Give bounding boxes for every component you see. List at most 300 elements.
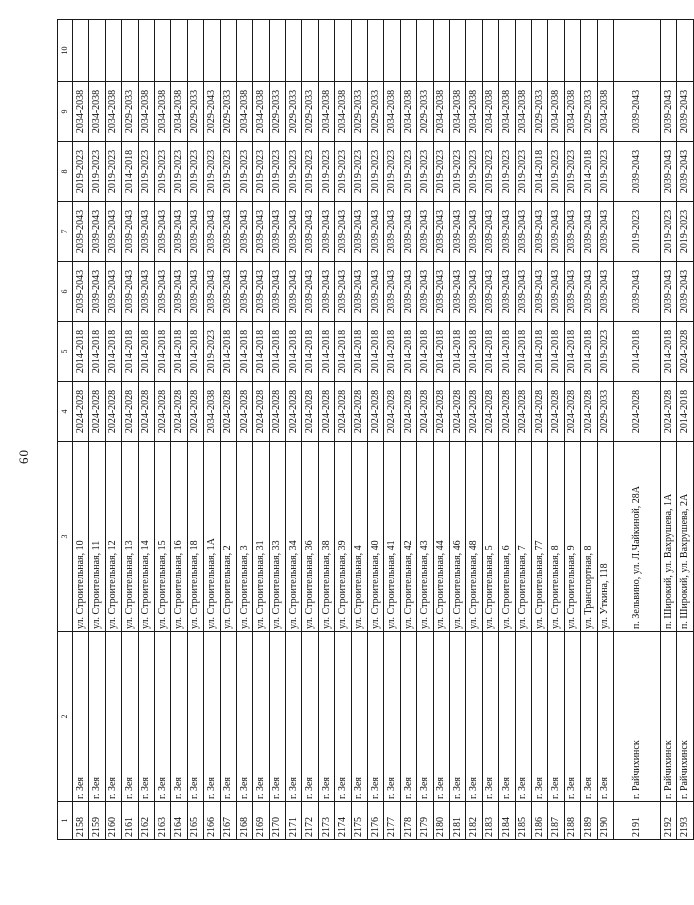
table-row (204, 20, 220, 840)
row-number: 2173 (318, 802, 334, 840)
rotated-table-wrapper (57, 20, 690, 840)
period-col-4: 2024-2028 (187, 382, 203, 442)
period-col-9: 2034-2038 (449, 82, 465, 142)
period-col-9: 2029-2033 (302, 82, 318, 142)
address: п. Широкий, ул. Вахрушева, 1А (660, 442, 676, 632)
period-col-8: 2014-2018 (531, 142, 547, 202)
table-row (581, 20, 597, 840)
period-col-7: 2039-2043 (515, 202, 531, 262)
period-col-6: 2039-2043 (433, 262, 449, 322)
empty-cell-col-10 (449, 20, 465, 82)
empty-cell-col-10 (368, 20, 384, 82)
period-col-8: 2039-2043 (660, 142, 676, 202)
period-col-4: 2024-2028 (89, 382, 105, 442)
table-row (351, 20, 367, 840)
period-col-6: 2039-2043 (531, 262, 547, 322)
period-col-7: 2039-2043 (204, 202, 220, 262)
period-col-5: 2014-2018 (220, 322, 236, 382)
empty-cell-col-10 (499, 20, 515, 82)
period-col-7: 2039-2043 (581, 202, 597, 262)
period-col-5: 2014-2018 (105, 322, 121, 382)
address: ул. Строительная, 43 (417, 442, 433, 632)
period-col-8: 2019-2023 (171, 142, 187, 202)
table-row (449, 20, 465, 840)
period-col-4: 2024-2028 (433, 382, 449, 442)
settlement-name: г. Райчихинск (660, 632, 676, 802)
empty-cell-col-10 (171, 20, 187, 82)
table-row (548, 20, 564, 840)
period-col-8: 2019-2023 (187, 142, 203, 202)
period-col-8: 2019-2023 (597, 142, 613, 202)
row-number: 2178 (400, 802, 416, 840)
period-col-8: 2019-2023 (138, 142, 154, 202)
table-row (433, 20, 449, 840)
empty-cell-col-10 (204, 20, 220, 82)
period-col-4: 2024-2028 (482, 382, 498, 442)
period-col-9: 2034-2038 (564, 82, 580, 142)
period-col-4: 2024-2028 (253, 382, 269, 442)
period-col-6: 2039-2043 (318, 262, 334, 322)
period-col-6: 2039-2043 (449, 262, 465, 322)
address: ул. Строительная, 16 (171, 442, 187, 632)
period-col-9: 2029-2043 (204, 82, 220, 142)
column-number-9: 9 (58, 82, 73, 142)
period-col-5: 2014-2018 (613, 322, 660, 382)
period-col-7: 2039-2043 (449, 202, 465, 262)
table-row (677, 20, 693, 840)
period-col-9: 2034-2038 (105, 82, 121, 142)
row-number: 2168 (236, 802, 252, 840)
period-col-5: 2014-2018 (138, 322, 154, 382)
table-row (105, 20, 121, 840)
address: ул. Строительная, 34 (286, 442, 302, 632)
period-col-4: 2024-2028 (515, 382, 531, 442)
period-col-7: 2039-2043 (548, 202, 564, 262)
empty-cell-col-10 (318, 20, 334, 82)
period-col-9: 2034-2038 (466, 82, 482, 142)
period-col-8: 2019-2023 (154, 142, 170, 202)
address: ул. Строительная, 40 (368, 442, 384, 632)
period-col-5: 2014-2018 (368, 322, 384, 382)
empty-cell-col-10 (187, 20, 203, 82)
empty-cell-col-10 (351, 20, 367, 82)
period-col-5: 2014-2018 (269, 322, 285, 382)
row-number: 2190 (597, 802, 613, 840)
settlement-name: г. Зея (417, 632, 433, 802)
settlement-name: г. Зея (73, 632, 89, 802)
period-col-9: 2034-2038 (318, 82, 334, 142)
period-col-8: 2019-2023 (368, 142, 384, 202)
row-number: 2186 (531, 802, 547, 840)
period-col-6: 2039-2043 (302, 262, 318, 322)
period-col-4: 2024-2028 (499, 382, 515, 442)
address: ул. Строительная, 13 (122, 442, 138, 632)
period-col-7: 2039-2043 (400, 202, 416, 262)
settlement-name: г. Зея (220, 632, 236, 802)
period-col-7: 2039-2043 (482, 202, 498, 262)
period-col-5: 2014-2018 (515, 322, 531, 382)
period-col-5: 2014-2018 (89, 322, 105, 382)
row-number: 2177 (384, 802, 400, 840)
period-col-4: 2014-2018 (677, 382, 693, 442)
table-row (220, 20, 236, 840)
table-row (482, 20, 498, 840)
settlement-name: г. Зея (122, 632, 138, 802)
period-col-6: 2039-2043 (564, 262, 580, 322)
period-col-9: 2039-2043 (660, 82, 676, 142)
period-col-9: 2039-2043 (613, 82, 660, 142)
period-col-8: 2019-2023 (335, 142, 351, 202)
period-col-4: 2024-2028 (73, 382, 89, 442)
table-row (597, 20, 613, 840)
period-col-5: 2014-2018 (466, 322, 482, 382)
period-col-8: 2019-2023 (236, 142, 252, 202)
table-row (171, 20, 187, 840)
period-col-6: 2039-2043 (581, 262, 597, 322)
empty-cell-col-10 (433, 20, 449, 82)
period-col-4: 2024-2028 (286, 382, 302, 442)
row-number: 2188 (564, 802, 580, 840)
period-col-7: 2039-2043 (105, 202, 121, 262)
period-col-4: 2024-2028 (171, 382, 187, 442)
period-col-8: 2019-2023 (482, 142, 498, 202)
table-row (89, 20, 105, 840)
period-col-6: 2039-2043 (660, 262, 676, 322)
period-col-6: 2039-2043 (548, 262, 564, 322)
period-col-5: 2014-2018 (449, 322, 465, 382)
period-col-5: 2019-2023 (204, 322, 220, 382)
period-col-6: 2039-2043 (286, 262, 302, 322)
period-col-8: 2019-2023 (400, 142, 416, 202)
row-number: 2166 (204, 802, 220, 840)
period-col-6: 2039-2043 (220, 262, 236, 322)
period-col-7: 2039-2043 (564, 202, 580, 262)
period-col-7: 2039-2043 (417, 202, 433, 262)
period-col-6: 2039-2043 (236, 262, 252, 322)
period-col-6: 2039-2043 (482, 262, 498, 322)
address: ул. Строительная, 7 (515, 442, 531, 632)
empty-cell-col-10 (73, 20, 89, 82)
table-row (515, 20, 531, 840)
period-col-5: 2014-2018 (171, 322, 187, 382)
settlement-name: г. Зея (89, 632, 105, 802)
period-col-8: 2019-2023 (433, 142, 449, 202)
period-col-8: 2019-2023 (269, 142, 285, 202)
address: ул. Строительная, 38 (318, 442, 334, 632)
period-col-4: 2024-2028 (400, 382, 416, 442)
row-number: 2164 (171, 802, 187, 840)
settlement-name: г. Зея (105, 632, 121, 802)
table-row (236, 20, 252, 840)
empty-cell-col-10 (122, 20, 138, 82)
period-col-9: 2029-2033 (351, 82, 367, 142)
table-row (269, 20, 285, 840)
table-row (302, 20, 318, 840)
row-number: 2179 (417, 802, 433, 840)
settlement-name: г. Зея (187, 632, 203, 802)
period-col-4: 2024-2028 (449, 382, 465, 442)
settlement-name: г. Зея (400, 632, 416, 802)
period-col-8: 2019-2023 (466, 142, 482, 202)
table-row (368, 20, 384, 840)
empty-cell-col-10 (660, 20, 676, 82)
period-col-9: 2034-2038 (89, 82, 105, 142)
period-col-7: 2039-2043 (236, 202, 252, 262)
address: ул. Строительная, 46 (449, 442, 465, 632)
period-col-4: 2024-2028 (318, 382, 334, 442)
settlement-name: г. Зея (351, 632, 367, 802)
period-col-4: 2024-2028 (220, 382, 236, 442)
period-col-7: 2039-2043 (122, 202, 138, 262)
period-col-9: 2029-2033 (368, 82, 384, 142)
row-number: 2159 (89, 802, 105, 840)
address: ул. Строительная, 8 (548, 442, 564, 632)
period-col-6: 2039-2043 (89, 262, 105, 322)
row-number: 2185 (515, 802, 531, 840)
empty-cell-col-10 (613, 20, 660, 82)
address: ул. Строительная, 48 (466, 442, 482, 632)
column-number-2: 2 (58, 632, 73, 802)
settlement-name: г. Зея (384, 632, 400, 802)
column-number-10: 10 (58, 20, 73, 82)
period-col-4: 2024-2028 (138, 382, 154, 442)
period-col-7: 2039-2043 (138, 202, 154, 262)
row-number: 2162 (138, 802, 154, 840)
period-col-6: 2039-2043 (384, 262, 400, 322)
settlement-name: г. Зея (564, 632, 580, 802)
period-col-5: 2014-2018 (73, 322, 89, 382)
period-col-6: 2039-2043 (171, 262, 187, 322)
period-col-8: 2019-2023 (318, 142, 334, 202)
row-number: 2191 (613, 802, 660, 840)
period-col-7: 2039-2043 (433, 202, 449, 262)
period-col-6: 2039-2043 (187, 262, 203, 322)
row-number: 2175 (351, 802, 367, 840)
settlement-name: г. Райчихинск (677, 632, 693, 802)
period-col-6: 2039-2043 (400, 262, 416, 322)
table-row (531, 20, 547, 840)
period-col-4: 2024-2028 (581, 382, 597, 442)
settlement-name: г. Зея (302, 632, 318, 802)
period-col-6: 2039-2043 (138, 262, 154, 322)
settlement-name: г. Зея (482, 632, 498, 802)
row-number: 2193 (677, 802, 693, 840)
period-col-6: 2039-2043 (351, 262, 367, 322)
period-col-6: 2039-2043 (515, 262, 531, 322)
period-col-6: 2039-2043 (335, 262, 351, 322)
empty-cell-col-10 (286, 20, 302, 82)
period-col-7: 2019-2023 (660, 202, 676, 262)
period-col-6: 2039-2043 (417, 262, 433, 322)
row-number: 2167 (220, 802, 236, 840)
column-number-header-row (58, 20, 73, 840)
settlement-name: г. Зея (269, 632, 285, 802)
address: ул. Строительная, 77 (531, 442, 547, 632)
empty-cell-col-10 (597, 20, 613, 82)
period-col-9: 2034-2038 (236, 82, 252, 142)
table-row (400, 20, 416, 840)
period-col-8: 2019-2023 (449, 142, 465, 202)
period-col-9: 2029-2033 (220, 82, 236, 142)
address: ул. Строительная, 18 (187, 442, 203, 632)
period-col-4: 2024-2028 (466, 382, 482, 442)
row-number: 2160 (105, 802, 121, 840)
period-col-5: 2014-2018 (499, 322, 515, 382)
table-row (154, 20, 170, 840)
address: п. Зельвино, ул. Л.Чайкиной, 28А (613, 442, 660, 632)
period-col-5: 2014-2018 (286, 322, 302, 382)
period-col-9: 2029-2033 (187, 82, 203, 142)
period-col-4: 2024-2028 (105, 382, 121, 442)
period-col-4: 2024-2028 (335, 382, 351, 442)
address: ул. Строительная, 9 (564, 442, 580, 632)
period-col-5: 2014-2018 (384, 322, 400, 382)
period-col-5: 2014-2018 (318, 322, 334, 382)
page-number: 60 (16, 449, 31, 464)
table-row (286, 20, 302, 840)
empty-cell-col-10 (466, 20, 482, 82)
period-col-5: 2024-2028 (677, 322, 693, 382)
period-col-5: 2014-2018 (548, 322, 564, 382)
table-row (138, 20, 154, 840)
period-col-7: 2039-2043 (73, 202, 89, 262)
address: ул. Строительная, 42 (400, 442, 416, 632)
period-col-4: 2024-2028 (548, 382, 564, 442)
row-number: 2187 (548, 802, 564, 840)
period-col-7: 2039-2043 (318, 202, 334, 262)
period-col-4: 2029-2033 (597, 382, 613, 442)
period-col-4: 2024-2028 (269, 382, 285, 442)
address: ул. Строительная, 33 (269, 442, 285, 632)
period-col-6: 2039-2043 (154, 262, 170, 322)
address: ул. Строительная, 1А (204, 442, 220, 632)
period-col-7: 2039-2043 (335, 202, 351, 262)
period-col-8: 2039-2043 (677, 142, 693, 202)
table-row (318, 20, 334, 840)
period-col-7: 2039-2043 (253, 202, 269, 262)
period-col-8: 2019-2023 (515, 142, 531, 202)
period-col-6: 2039-2043 (613, 262, 660, 322)
period-col-9: 2034-2038 (384, 82, 400, 142)
column-number-5: 5 (58, 322, 73, 382)
settlement-name: г. Зея (204, 632, 220, 802)
table-body (73, 20, 694, 840)
empty-cell-col-10 (154, 20, 170, 82)
period-col-5: 2014-2018 (660, 322, 676, 382)
address: ул. Строительная, 11 (89, 442, 105, 632)
empty-cell-col-10 (400, 20, 416, 82)
row-number: 2184 (499, 802, 515, 840)
table-row (613, 20, 660, 840)
period-col-6: 2039-2043 (466, 262, 482, 322)
period-col-4: 2024-2028 (302, 382, 318, 442)
period-col-9: 2034-2038 (482, 82, 498, 142)
address: ул. Строительная, 3 (236, 442, 252, 632)
row-number: 2163 (154, 802, 170, 840)
period-col-7: 2039-2043 (187, 202, 203, 262)
empty-cell-col-10 (581, 20, 597, 82)
settlement-name: г. Зея (286, 632, 302, 802)
address: п. Широкий, ул. Вахрушева, 2А (677, 442, 693, 632)
period-col-7: 2039-2043 (286, 202, 302, 262)
period-col-7: 2039-2043 (531, 202, 547, 262)
empty-cell-col-10 (482, 20, 498, 82)
period-col-9: 2034-2038 (499, 82, 515, 142)
period-col-9: 2029-2033 (417, 82, 433, 142)
table-row (564, 20, 580, 840)
period-col-9: 2034-2038 (138, 82, 154, 142)
period-col-4: 2024-2028 (122, 382, 138, 442)
period-col-7: 2039-2043 (89, 202, 105, 262)
row-number: 2189 (581, 802, 597, 840)
period-col-8: 2039-2043 (613, 142, 660, 202)
empty-cell-col-10 (515, 20, 531, 82)
settlement-name: г. Зея (253, 632, 269, 802)
empty-cell-col-10 (138, 20, 154, 82)
period-col-5: 2014-2018 (154, 322, 170, 382)
period-col-8: 2019-2023 (89, 142, 105, 202)
settlement-name: г. Зея (466, 632, 482, 802)
period-col-6: 2039-2043 (597, 262, 613, 322)
settlement-name: г. Зея (171, 632, 187, 802)
period-col-4: 2024-2028 (417, 382, 433, 442)
period-col-9: 2034-2038 (548, 82, 564, 142)
period-col-8: 2019-2023 (253, 142, 269, 202)
settlement-name: г. Зея (368, 632, 384, 802)
period-col-8: 2019-2023 (302, 142, 318, 202)
settlement-name: г. Зея (597, 632, 613, 802)
table-row (253, 20, 269, 840)
empty-cell-col-10 (269, 20, 285, 82)
period-col-5: 2014-2018 (531, 322, 547, 382)
period-col-4: 2024-2028 (660, 382, 676, 442)
empty-cell-col-10 (548, 20, 564, 82)
period-col-4: 2024-2028 (351, 382, 367, 442)
period-col-5: 2014-2018 (236, 322, 252, 382)
period-col-4: 2024-2028 (564, 382, 580, 442)
period-col-7: 2039-2043 (171, 202, 187, 262)
row-number: 2169 (253, 802, 269, 840)
address: ул. Строительная, 6 (499, 442, 515, 632)
settlement-name: г. Зея (548, 632, 564, 802)
period-col-5: 2014-2018 (417, 322, 433, 382)
period-col-9: 2034-2038 (154, 82, 170, 142)
period-col-5: 2014-2018 (253, 322, 269, 382)
address: ул. Транспортная, 8 (581, 442, 597, 632)
settlement-name: г. Зея (335, 632, 351, 802)
settlement-name: г. Зея (154, 632, 170, 802)
period-col-8: 2019-2023 (204, 142, 220, 202)
period-col-8: 2019-2023 (73, 142, 89, 202)
period-col-6: 2039-2043 (677, 262, 693, 322)
row-number: 2158 (73, 802, 89, 840)
period-col-5: 2019-2023 (597, 322, 613, 382)
table-row (73, 20, 89, 840)
column-number-6: 6 (58, 262, 73, 322)
row-number: 2165 (187, 802, 203, 840)
empty-cell-col-10 (384, 20, 400, 82)
column-number-3: 3 (58, 442, 73, 632)
period-col-9: 2029-2033 (286, 82, 302, 142)
table-row (466, 20, 482, 840)
row-number: 2182 (466, 802, 482, 840)
period-col-9: 2029-2033 (122, 82, 138, 142)
address: ул. Строительная, 39 (335, 442, 351, 632)
column-number-4: 4 (58, 382, 73, 442)
settlement-name: г. Зея (318, 632, 334, 802)
settlement-name: г. Райчихинск (613, 632, 660, 802)
period-col-9: 2029-2033 (531, 82, 547, 142)
